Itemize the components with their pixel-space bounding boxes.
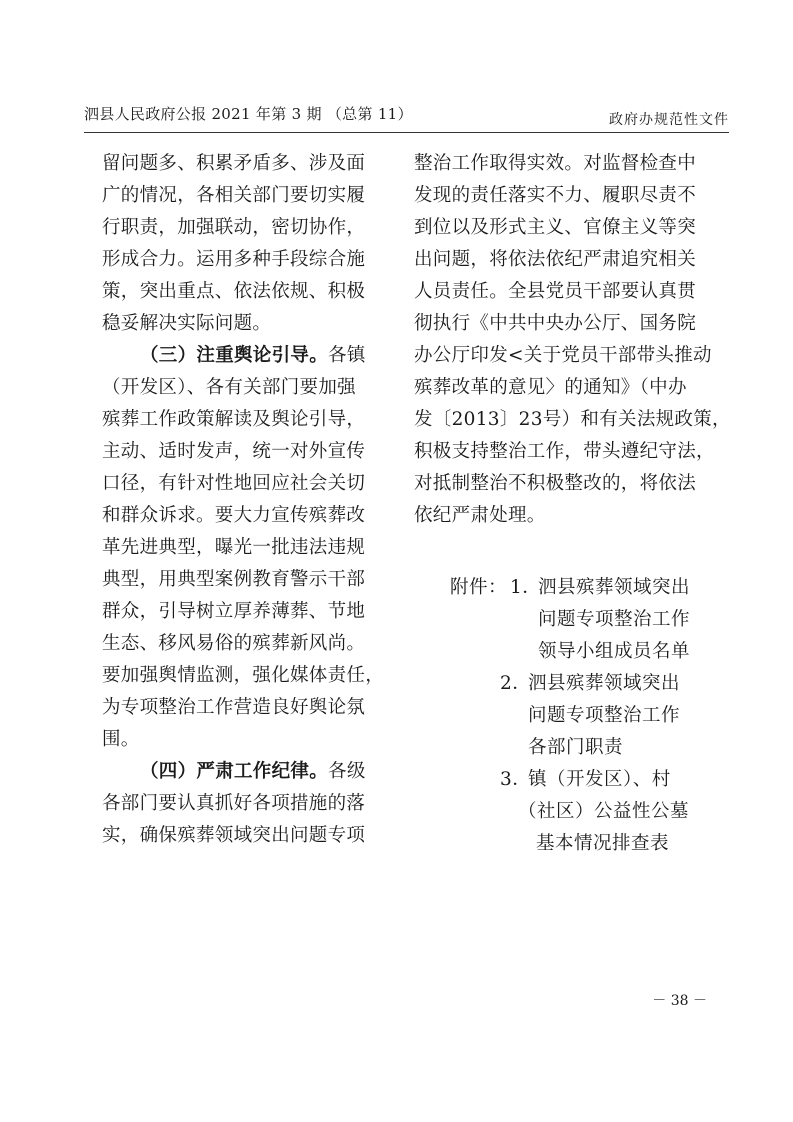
attachment-line: 各部门职责 — [528, 737, 624, 758]
attachment-line: 领导小组成员名单 — [538, 641, 691, 662]
body-line: 典型，用典型案例教育警示干部 — [102, 569, 366, 590]
attachment-line: 基本情况排查表 — [536, 833, 670, 854]
section-4-heading: （四）严肃工作纪律。 — [140, 761, 329, 782]
bulletin-header-title: 泗县人民政府公报 2021 年第 3 期 （总第 11） — [84, 105, 413, 123]
attachment-line: 镇（开发区）、村 — [528, 769, 671, 790]
body-line: 广的情况，各相关部门要切实履 — [102, 185, 366, 206]
attachments-label: 附件： — [450, 577, 508, 598]
body-line: 殡葬工作政策解读及舆论引导， — [102, 409, 366, 430]
section-3-heading: （三）注重舆论引导。 — [140, 345, 329, 366]
section-4-first-text: 各级 — [328, 761, 366, 782]
body-line: 发〔2013〕23号）和有关法规政策， — [414, 409, 731, 430]
body-line: 稳妥解决实际问题。 — [102, 313, 272, 334]
document-category-label: 政府办规范性文件 — [609, 112, 729, 128]
body-line: 留问题多、积累矛盾多、涉及面 — [102, 153, 366, 174]
body-line: 实，确保殡葬领域突出问题专项 — [102, 825, 366, 846]
body-line: 生态、移风易俗的殡葬新风尚。 — [102, 633, 366, 654]
body-line: 人员责任。全县党员干部要认真贯 — [414, 281, 697, 302]
body-line: 主动、适时发声，统一对外宣传 — [102, 441, 366, 462]
section-4-first-line — [102, 756, 398, 788]
body-line: 办公厅印发<关于党员干部带头推动 — [414, 345, 712, 366]
page-number: － 38 － — [652, 993, 707, 1009]
attachment-line: 问题专项整治工作 — [538, 609, 691, 630]
attachment-1-number: 1． — [510, 577, 542, 598]
body-line: 发现的责任落实不力、履职尽责不 — [414, 185, 697, 206]
body-line: 各部门要认真抓好各项措施的落 — [102, 793, 366, 814]
body-line: 整治工作取得实效。对监督检查中 — [414, 153, 697, 174]
body-line: 依纪严肃处理。 — [414, 505, 546, 526]
attachment-line: （社区）公益性公墓 — [518, 801, 690, 822]
body-line: 革先进典型，曝光一批违法违规 — [102, 537, 366, 558]
attachment-3 — [518, 764, 690, 860]
attachment-2 — [528, 668, 680, 764]
attachment-line: 问题专项整治工作 — [528, 705, 681, 726]
body-line: 为专项整治工作营造良好舆论氛 — [102, 697, 366, 718]
body-line: 到位以及形式主义、官僚主义等突 — [414, 217, 697, 238]
body-line: 策，突出重点、依法依规、积极 — [102, 281, 366, 302]
right-text-column — [414, 148, 731, 532]
attachment-1 — [538, 572, 690, 668]
left-text-column — [102, 148, 398, 852]
body-line: 对抵制整治不积极整改的，将依法 — [414, 473, 697, 494]
body-line: 口径，有针对性地回应社会关切 — [102, 473, 366, 494]
header-divider — [84, 132, 729, 133]
body-line: 彻执行《中共中央办公厅、国务院 — [414, 313, 697, 334]
attachment-line: 泗县殡葬领域突出 — [528, 673, 681, 694]
body-line: 和群众诉求。要大力宣传殡葬改 — [102, 505, 366, 526]
body-line: 要加强舆情监测，强化媒体责任， — [102, 665, 385, 686]
attachment-2-number: 2． — [500, 673, 532, 694]
attachment-line: 泗县殡葬领域突出 — [538, 577, 691, 598]
body-line: 围。 — [102, 729, 140, 750]
section-3-first-line — [102, 340, 398, 372]
body-line: 积极支持整治工作，带头遵纪守法， — [414, 441, 715, 462]
body-line: 群众，引导树立厚养薄葬、节地 — [102, 601, 366, 622]
body-line: （开发区）、各有关部门要加强 — [102, 377, 356, 398]
attachment-3-number: 3． — [500, 769, 532, 790]
section-3-first-text: 各镇 — [328, 345, 366, 366]
body-line: 殡葬改革的意见〉的通知》（中办 — [414, 377, 687, 398]
body-line: 形成合力。运用多种手段综合施 — [102, 249, 366, 270]
body-line: 出问题，将依法依纪严肃追究相关 — [414, 249, 697, 270]
body-line: 行职责，加强联动，密切协作， — [102, 217, 366, 238]
